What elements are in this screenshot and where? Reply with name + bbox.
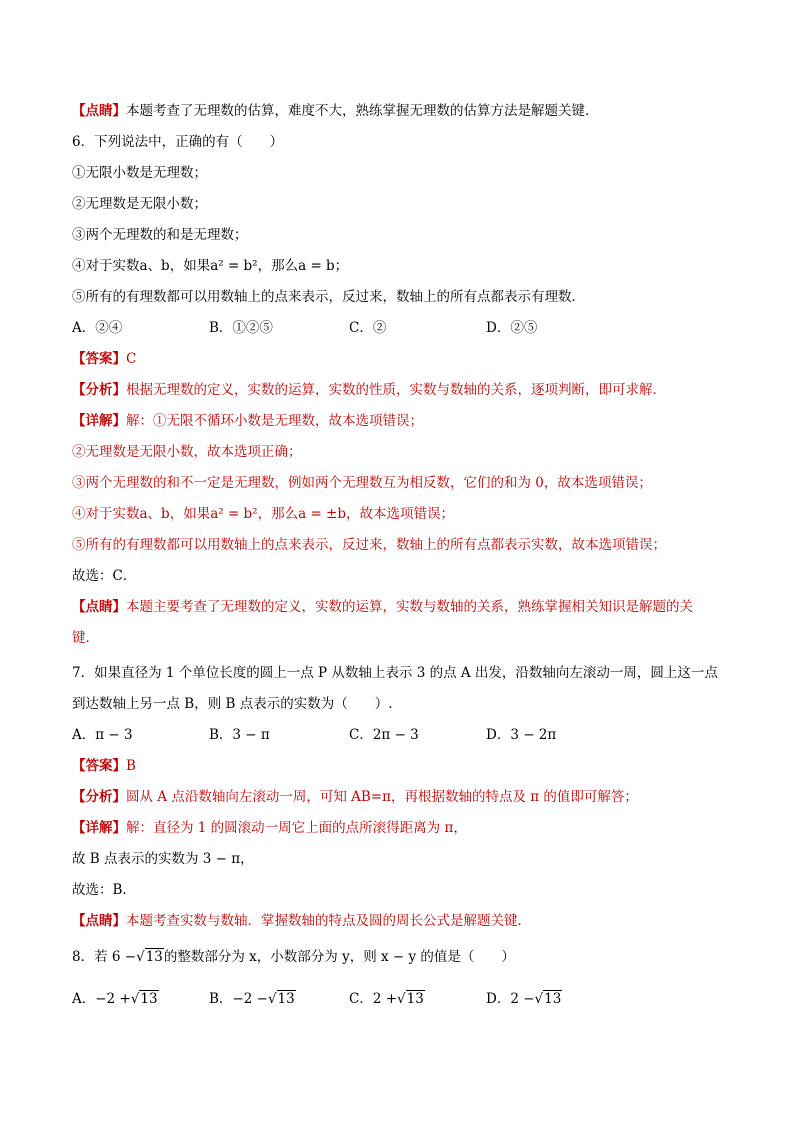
point-tag: 【点睛】 <box>72 599 126 615</box>
q8-option-b: B．−2 −√13 <box>209 991 295 1007</box>
q6-detail-line-4: ④对于实数a、b，如果a² = b²，那么a = ±b，故本选项错误； <box>72 506 454 522</box>
q6-option-b: B．①②⑤ <box>209 320 273 336</box>
detail-tag: 【详解】 <box>72 820 126 836</box>
sqrt-symbol: √13 <box>534 991 562 1007</box>
q6-item-5: ⑤所有的有理数都可以用数轴上的点来表示，反过来，数轴上的所有点都表示有理数． <box>72 289 585 305</box>
q6-analysis-line <box>72 380 666 400</box>
q6-detail-line-2: ②无理数是无限小数，故本选项正确； <box>72 444 302 460</box>
q6-point-line-2: 键． <box>72 630 99 646</box>
answer-value: B <box>126 758 136 774</box>
q7-answer-line <box>72 756 136 776</box>
q7-stem-2: 到达数轴上另一点 B，则 B 点表示的实数为（ ）. <box>72 696 393 712</box>
q6-detail-line-1 <box>72 411 423 431</box>
sqrt-symbol: √13 <box>130 991 158 1007</box>
q8-option-c: C．2 +√13 <box>349 991 424 1007</box>
q6-option-c: C．② <box>349 320 387 336</box>
q6-item-1: ①无限小数是无理数； <box>72 165 207 181</box>
q8-radicand: 13 <box>145 949 163 965</box>
q7-stem-1: 7．如果直径为 1 个单位长度的圆上一点 P 从数轴上表示 3 的点 A 出发，沿数轴向左滚动一周，圆上这一点 <box>72 665 718 681</box>
q8-stem-prefix: 8．若 6 − <box>72 949 137 965</box>
q7-option-b: B．3 − π <box>209 727 270 743</box>
q7-point-line <box>72 911 531 931</box>
q6-option-a: A．②④ <box>72 320 123 336</box>
answer-tag: 【答案】 <box>72 351 126 367</box>
prev-point-line <box>72 101 599 121</box>
q6-choose: 故选：C． <box>72 568 137 584</box>
q8-option-a: A．−2 +√13 <box>72 991 158 1007</box>
analysis-tag: 【分析】 <box>72 382 126 398</box>
q8-stem <box>72 947 515 967</box>
detail-text: 解：①无限不循环小数是无理数，故本选项错误； <box>126 413 423 429</box>
detail-tag: 【详解】 <box>72 413 126 429</box>
q6-option-d: D．②⑤ <box>486 320 538 336</box>
answer-tag: 【答案】 <box>72 758 126 774</box>
q8-option-d: D．2 −√13 <box>486 991 562 1007</box>
point-tag: 【点睛】 <box>72 913 126 929</box>
point-text: 本题考查实数与数轴．掌握数轴的特点及圆的周长公式是解题关键． <box>126 913 531 929</box>
q6-detail-line-3: ③两个无理数的和不一定是无理数，例如两个无理数互为相反数，它们的和为 0，故本选项错误； <box>72 475 652 491</box>
q6-item-2: ②无理数是无限小数； <box>72 196 207 212</box>
q6-point-line-1 <box>72 597 693 617</box>
point-text: 本题主要考查了无理数的定义，实数的运算，实数与数轴的关系，熟练掌握相关知识是解题的关 <box>126 599 693 615</box>
q7-choose: 故选：B． <box>72 882 136 898</box>
detail-text: 解：直径为 1 的圆滚动一周它上面的点所滚得距离为 π， <box>126 820 467 836</box>
q6-answer-line <box>72 349 136 369</box>
q7-option-d: D．3 − 2π <box>486 727 557 743</box>
q8-stem-mid: 的整数部分为 x，小数部分为 y，则 x − y 的值是（ ） <box>163 949 515 965</box>
q7-option-c: C．2π − 3 <box>349 727 419 743</box>
q6-stem: 6．下列说法中，正确的有（ ） <box>72 134 284 150</box>
point-tag: 【点睛】 <box>72 103 126 119</box>
answer-value: C <box>126 351 137 367</box>
q7-analysis-line <box>72 787 638 807</box>
sqrt-symbol: √13 <box>136 949 163 965</box>
q7-option-a: A．π − 3 <box>72 727 133 743</box>
analysis-tag: 【分析】 <box>72 789 126 805</box>
q6-item-4: ④对于实数a、b，如果a² = b²，那么a = b； <box>72 258 349 274</box>
analysis-text: 根据无理数的定义，实数的运算，实数的性质，实数与数轴的关系，逐项判断，即可求解． <box>126 382 666 398</box>
sqrt-symbol: √13 <box>397 991 424 1007</box>
q6-detail-line-5: ⑤所有的有理数都可以用数轴上的点来表示，反过来，数轴上的所有点都表示实数，故本选项错误； <box>72 537 666 553</box>
q7-detail-line-2: 故 B 点表示的实数为 3 − π， <box>72 851 254 867</box>
q6-item-3: ③两个无理数的和是无理数； <box>72 227 248 243</box>
analysis-text: 圆从 A 点沿数轴向左滚动一周，可知 AB=π，再根据数轴的特点及 π 的值即可解答； <box>126 789 638 805</box>
q7-detail-line-1 <box>72 818 467 838</box>
sqrt-symbol: √13 <box>267 991 295 1007</box>
point-text: 本题考查了无理数的估算，难度不大，熟练掌握无理数的估算方法是解题关键． <box>126 103 599 119</box>
